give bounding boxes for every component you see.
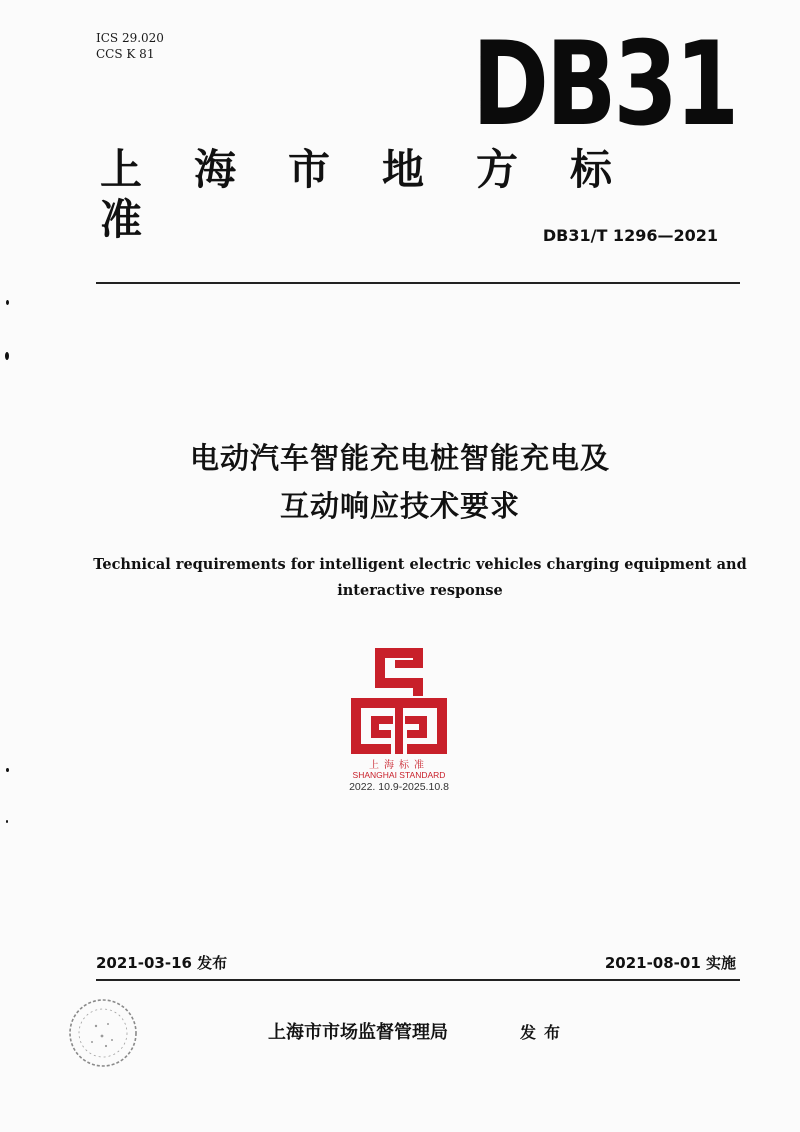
title-cn-line1: 电动汽车智能充电桩智能充电及 <box>189 441 610 475</box>
scan-speck <box>6 300 9 305</box>
scan-speck <box>6 768 9 772</box>
footer-rule <box>96 979 740 981</box>
db31-logo: DB31 <box>472 17 737 152</box>
classification-codes <box>96 30 164 62</box>
standard-code: DB31/T 1296—2021 <box>542 226 718 245</box>
title-en-line2: interactive response <box>337 582 503 599</box>
issue-action-label: 发布 <box>520 1023 569 1042</box>
ccs-code: CCS K 81 <box>96 47 155 61</box>
title-cn-line2: 互动响应技术要求 <box>279 489 520 523</box>
standard-type-heading: 上海市地方标准 <box>100 145 665 244</box>
emblem-caption-cn: 上海标准 <box>369 760 429 771</box>
publish-date: 2021-03-16 发布 <box>96 954 228 972</box>
header-rule <box>96 282 740 284</box>
faded-seal-stamp-icon <box>66 996 140 1070</box>
issuing-authority: 上海市市场监督管理局 <box>268 1022 448 1043</box>
shanghai-standard-emblem-icon <box>349 648 449 756</box>
implement-date: 2021-08-01 实施 <box>604 954 736 972</box>
emblem-validity-dates: 2022. 10.9-2025.10.8 <box>349 781 449 793</box>
ics-code: ICS 29.020 <box>96 31 164 45</box>
scan-speck <box>5 352 9 360</box>
title-en-line1: Technical requirements for intelligent electric vehicles charging equipment and <box>93 556 747 573</box>
emblem-caption-en: SHANGHAI STANDARD <box>352 770 446 780</box>
scan-speck <box>6 820 8 823</box>
